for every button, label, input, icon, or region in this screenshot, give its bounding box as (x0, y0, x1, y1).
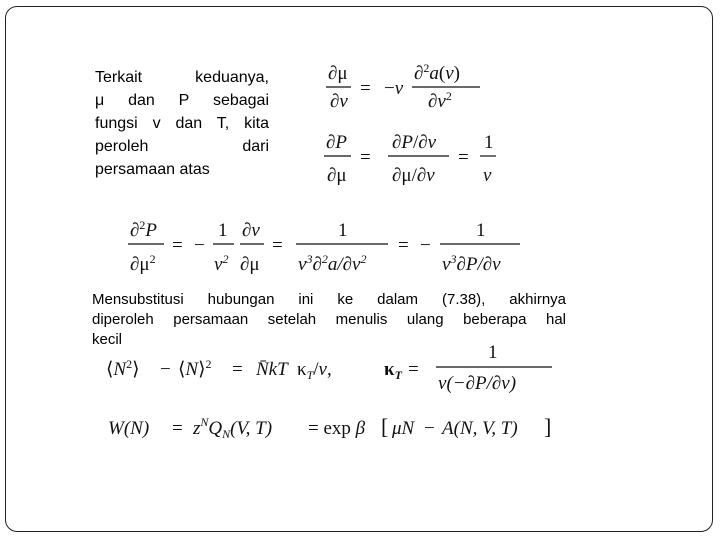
svg-text:v2: $v^2$ (214, 252, 229, 275)
svg-text:= exp β: = exp β (308, 418, 366, 439)
svg-text:⟨N2⟩: $⟨N^2⟩$ (106, 357, 140, 380)
svg-text:v(−∂P/∂v): v(−∂P/∂v) (438, 373, 517, 394)
svg-text:1: 1 (476, 220, 486, 241)
svg-text:=: = (272, 235, 283, 256)
svg-text:=: = (172, 418, 183, 439)
svg-text:∂2a(v): ∂$^2$a(v) (414, 61, 460, 84)
svg-text:∂v: ∂v (330, 91, 348, 112)
svg-text:μN: μN (392, 418, 415, 439)
svg-text:1: 1 (218, 220, 228, 241)
svg-text:1: 1 (484, 132, 494, 153)
intro-line: fungsi v dan T, kita (95, 115, 269, 132)
svg-text:1: 1 (488, 342, 498, 363)
svg-text:=: = (398, 235, 409, 256)
svg-text:∂μ2: $\partial\mu^2$ (130, 252, 156, 275)
svg-text:1: 1 (338, 220, 348, 241)
svg-text:−: − (424, 418, 435, 439)
svg-text:W(N): W(N) (108, 418, 150, 439)
intro-line: peroleh dari (95, 138, 269, 155)
svg-text:−: − (194, 235, 205, 256)
svg-text:A(N, V, T): A(N, V, T) (442, 418, 518, 439)
svg-text:=: = (360, 78, 371, 99)
svg-text:∂P/∂v: ∂P/∂v (392, 132, 437, 153)
svg-text:=: = (458, 147, 469, 168)
equation-dmu-dv (326, 61, 480, 112)
svg-text:N̄kT: N̄kT (256, 359, 288, 380)
svg-text:v3∂P/∂v: $v^3\partial P/\partial v$ (442, 252, 501, 275)
substitution-line: diperoleh persamaan setelah menulis ulang beberapa hal (92, 311, 566, 328)
svg-text:∂μ: ∂μ (327, 165, 347, 186)
svg-text:−: − (160, 359, 171, 380)
svg-text:∂μ: ∂μ (328, 63, 348, 84)
svg-text:κT: $\kappa_T$ (384, 359, 402, 382)
substitution-line: kecil (92, 331, 123, 348)
svg-text:∂μ/∂v: ∂μ/∂v (392, 165, 435, 186)
svg-text:−v: −v (384, 78, 404, 99)
substitution-line: Mensubstitusi hubungan ini ke dalam (7.38), akhirnya (92, 291, 566, 308)
svg-text:[: [ (381, 414, 389, 439)
svg-text:=: = (172, 235, 183, 256)
equation-fluctuation (106, 342, 552, 394)
intro-line: Terkait keduanya, (95, 69, 269, 86)
svg-text:κT/v,: $\kappa_T/v$, (297, 359, 332, 382)
svg-text:∂2P: ∂$^2$P (130, 218, 157, 241)
equation-d2p-dmu2 (128, 218, 520, 275)
intro-line: μ dan P sebagai (95, 92, 269, 109)
svg-text:∂P: ∂P (326, 132, 347, 153)
intro-line: persamaan atas (95, 161, 210, 178)
svg-text:=: = (408, 359, 419, 380)
svg-text:∂v: ∂v (242, 220, 260, 241)
svg-text:=: = (232, 359, 243, 380)
svg-text:v3∂2a/∂v2: $v^3\partial^2a/\partial v^2$ (298, 252, 367, 275)
svg-text:∂μ: ∂μ (240, 254, 260, 275)
svg-text:v: v (483, 165, 492, 186)
equation-dp-dmu (324, 132, 496, 186)
svg-text:zNQN(V, T): $z^NQ_N(V$, T) (193, 415, 273, 441)
svg-text:=: = (360, 147, 371, 168)
equation-w-of-n (108, 414, 551, 441)
svg-text:⟨N⟩2: ⟨N⟩$^2$ (178, 357, 212, 380)
svg-text:]: ] (544, 414, 552, 439)
svg-text:−: − (420, 235, 431, 256)
svg-text:∂v2: $\partial v^2$ (428, 89, 452, 112)
